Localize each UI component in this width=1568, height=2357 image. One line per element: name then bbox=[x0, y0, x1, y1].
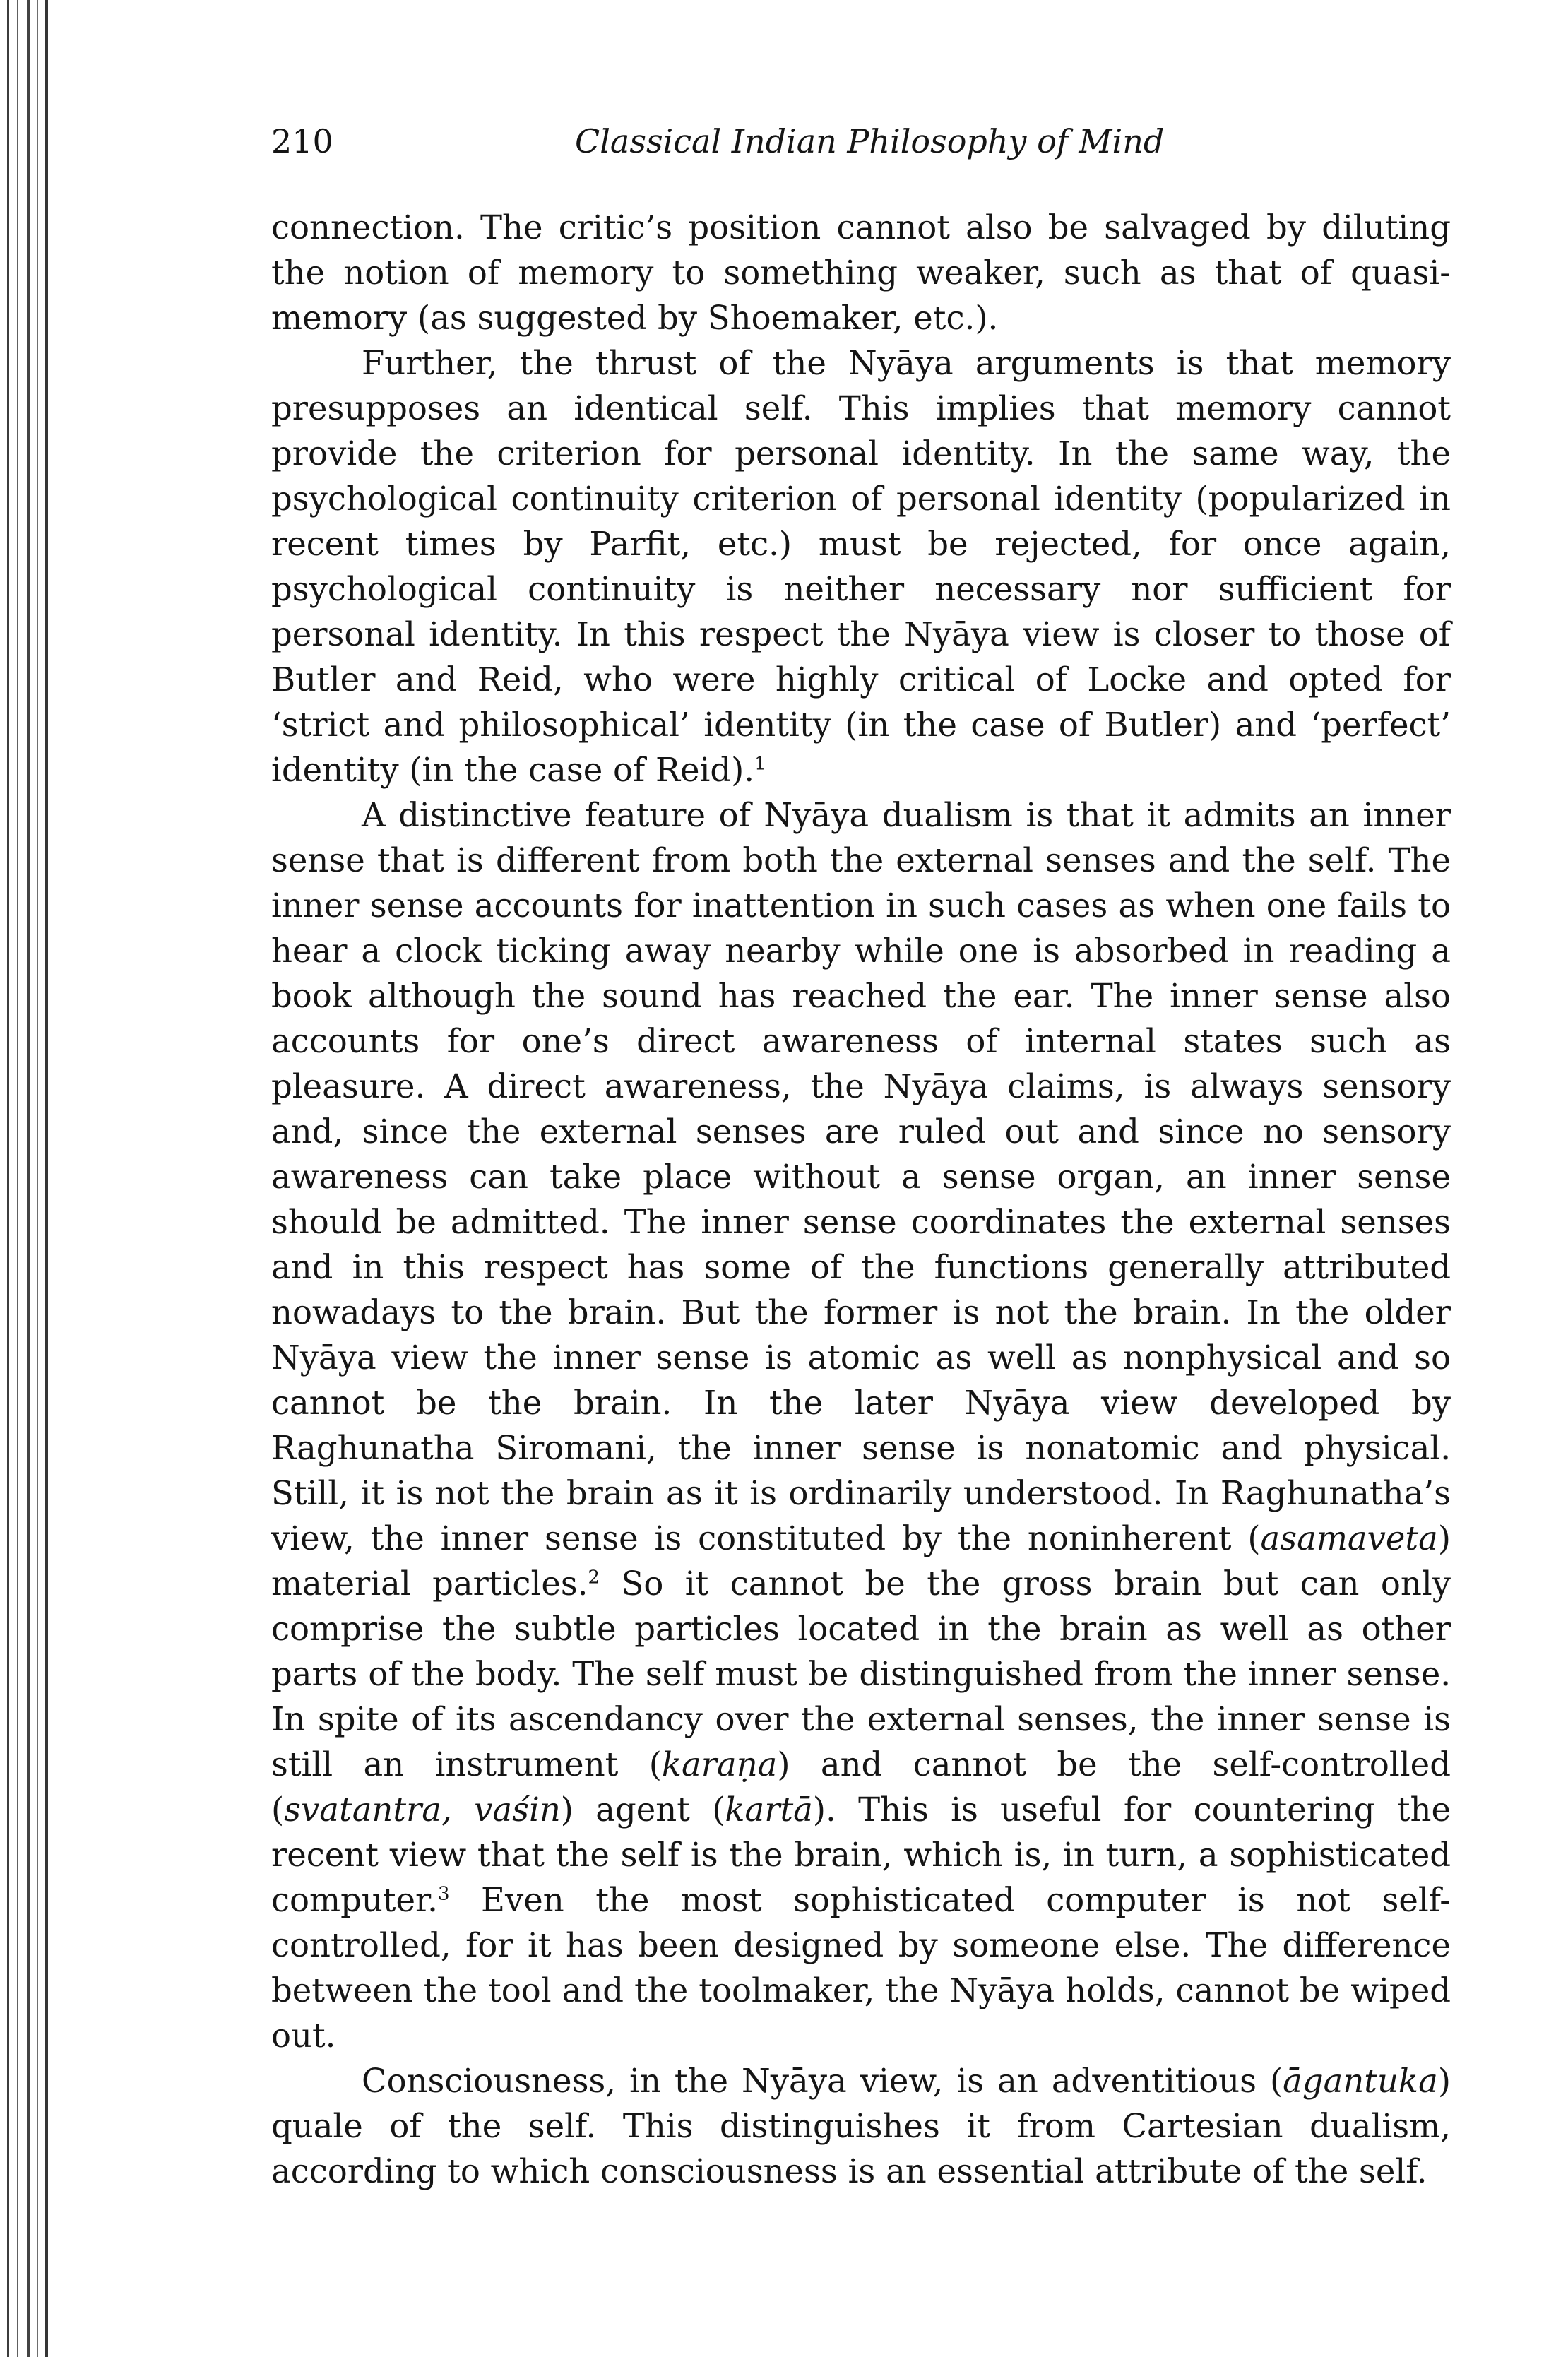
book-page bbox=[271, 106, 1451, 2194]
paragraph-4-text-a: Consciousness, in the Nyāya view, is an adventitious bbox=[362, 2062, 1257, 2100]
footnote-ref-1: 1 bbox=[754, 753, 766, 775]
paragraph-3-text-f: . This is useful for countering the recent view that the self is the brain, which is, in turn, a sophisticated computer. bbox=[271, 1791, 1451, 1919]
term-karta: kartā bbox=[725, 1791, 813, 1829]
term-svatantra-vasin: svatantra, vaśin bbox=[284, 1791, 561, 1829]
paragraph-1 bbox=[271, 205, 1451, 340]
running-head bbox=[271, 106, 1451, 177]
book-binding-edge bbox=[0, 0, 55, 2357]
term-karana: karaṇa bbox=[661, 1745, 778, 1783]
paragraph-4: Consciousness, in the Nyāya view, is an adventitious (āgantuka) quale of the self. This distinguishes it from Cartesian dualism, according to which consciousness is an essential attribute of the self. bbox=[271, 2062, 1451, 2190]
paragraph-4-text-b: quale of the self. This distinguishes it from Cartesian dualism, according to which consciousness is an essential attribute of the self. bbox=[271, 2107, 1451, 2190]
footnote-ref-2: 2 bbox=[588, 1567, 600, 1589]
term-asamaveta: asamaveta bbox=[1260, 1519, 1438, 1557]
term-agantuka: āgantuka bbox=[1283, 2062, 1438, 2100]
body-text bbox=[271, 205, 1451, 2194]
paragraph-3-text-a: A distinctive feature of Nyāya dualism is that it admits an inner sense that is different from both the external senses and the self. The inner sense accounts for inattention in such cases as when one fails to hear a clock ticking away nearby while one is absorbed in reading a book although the sound has reached the ear. The inner sense also accounts for one’s direct awareness of internal states such as pleasure. A direct awareness, the Nyāya claims, is always sensory and, since the external senses are ruled out and since no sensory awareness can take place without a sense organ, an inner sense should be admitted. The inner sense coordinates the external senses and in this respect has some of the functions generally attributed nowadays to the brain. But the former is not the brain. In the older Nyāya view the inner sense is atomic as well as nonphysical and so cannot be the brain. In the later Nyāya view developed by Raghunatha Siromani, the inner sense is nonatomic and physical. Still, it is not the brain as it is ordinarily understood. In Raghunatha’s view, the inner sense is constituted by the noninherent bbox=[271, 796, 1451, 1557]
paragraph-3-text-d: and cannot be the self-controlled bbox=[820, 1745, 1451, 1783]
paragraph-3-text-g: Even the most sophisticated computer is not self-controlled, for it has been designed by someone else. The difference between the tool and the toolmaker, the Nyāya holds, cannot be wiped out. bbox=[271, 1881, 1451, 2055]
paragraph-3: A distinctive feature of Nyāya dualism is that it admits an inner sense that is different from both the external senses and the self. The inner sense accounts for inattention in such cases as when one fails to hear a clock ticking away nearby while one is absorbed in reading a book although the sound has reached the ear. The inner sense also accounts for one’s direct awareness of internal states such as pleasure. A direct awareness, the Nyāya claims, is always sensory and, since the external senses are ruled out and since no sensory awareness can take place without a sense organ, an inner sense should be admitted. The inner sense coordinates the external senses and in this respect has some of the functions generally attributed nowadays to the brain. But the former is not the brain. In the older Nyāya view the inner sense is atomic as well as nonphysical and so cannot be the brain. In the later Nyāya view developed by Raghunatha Siromani, the inner sense is nonatomic and physical. Still, it is not the brain as it is ordinarily understood. In Raghunatha’s view, the inner sense is constituted by the noninherent (asamaveta) material particles.$^2$ So it cannot be the gross brain but can only comprise the subtle particles located in the brain as well as other parts of the body. The self must be distinguished from the inner sense. In spite of its ascendancy over the external senses, the inner sense is still an instrument (karaṇa) and cannot be the self-controlled (svatantra, vaśin) agent (kartā). This is useful for countering the recent view that the self is the brain, which is, in turn, a sophisticated computer.$^3$ Even the most sophisticated computer is not self-controlled, for it has been designed by someone else. The difference between the tool and the toolmaker, the Nyāya holds, cannot be wiped out. bbox=[271, 796, 1451, 2055]
paragraph-2 bbox=[271, 340, 1451, 792]
footnote-ref-3: 3 bbox=[437, 1883, 450, 1905]
paragraph-2-text: Further, the thrust of the Nyāya arguments is that memory presupposes an identical self. This implies that memory cannot provide the criterion for personal identity. In the same way, the psychological continuity criterion of personal identity (popularized in recent times by Parfit, etc.) must be rejected, for once again, psychological continuity is neither necessary nor sufficient for personal identity. In this respect the Nyāya view is closer to those of Butler and Reid, who were highly critical of Locke and opted for ‘strict and philosophical’ identity (in the case of Butler) and ‘perfect’ identity (in the case of Reid). bbox=[271, 344, 1451, 789]
book-title: Classical Indian Philosophy of Mind bbox=[575, 122, 1165, 160]
page-number: 210 bbox=[271, 122, 333, 160]
paragraph-3-text-e: agent bbox=[595, 1791, 690, 1829]
paragraph-1-text: connection. The critic’s position cannot also be salvaged by diluting the notion of memory to something weaker, such as that of quasi-memory (as suggested by Shoemaker, etc.). bbox=[271, 208, 1451, 337]
paragraph-3-text-c: So it cannot be the gross brain but can only comprise the subtle particles located in the brain as well as other parts of the body. The self must be distinguished from the inner sense. In spite of its ascendancy over the external senses, the inner sense is still an instrument bbox=[271, 1565, 1451, 1783]
paragraph-3-text-b: material particles. bbox=[271, 1565, 588, 1603]
